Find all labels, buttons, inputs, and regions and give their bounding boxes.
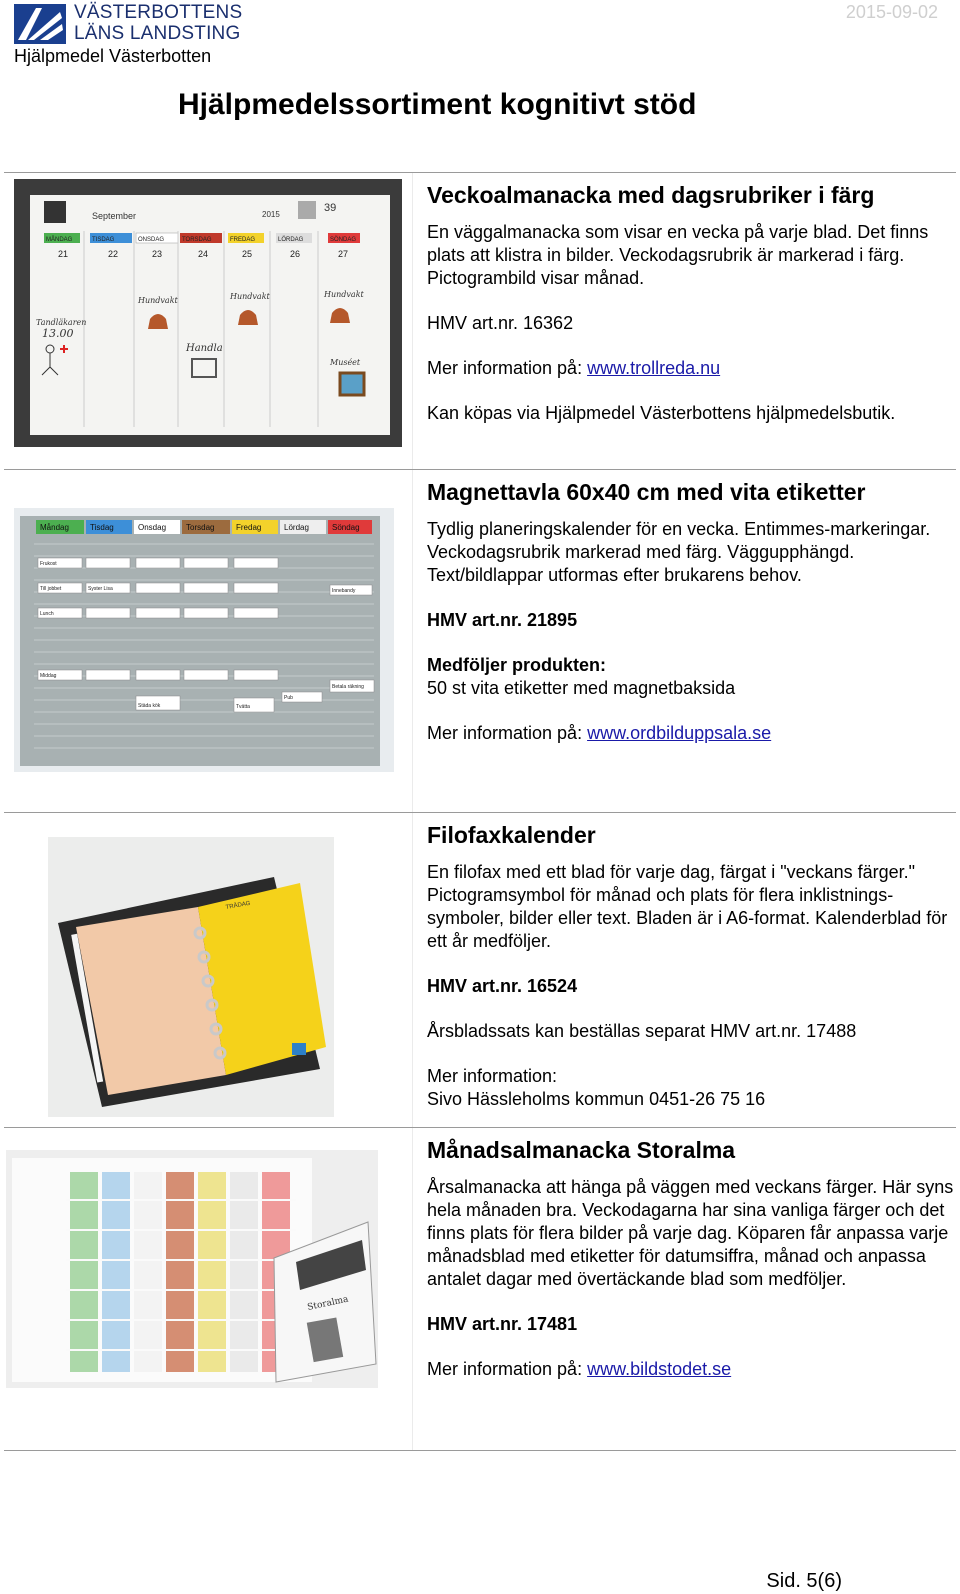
document-date: 2015-09-02: [845, 2, 938, 22]
product-image-cell: [4, 470, 413, 812]
board-label-2: Syster Lisa: [88, 586, 113, 592]
cal-date-1: 22: [108, 249, 119, 259]
product-row: [4, 812, 956, 1127]
cal-day-5: LÖRDAG: [278, 237, 304, 243]
cal-day-3: TORSDAG: [182, 237, 212, 243]
info-prefix: Mer information på:: [427, 723, 588, 743]
filofax-photo: [48, 837, 334, 1117]
info-prefix: Mer information på:: [427, 358, 588, 378]
product-row: [4, 1127, 956, 1451]
storalma-booklet: Storalma: [306, 1294, 350, 1313]
product-title: Månadsalmanacka Storalma: [427, 1137, 736, 1163]
product-image-cell: [4, 1128, 413, 1450]
product-more-info: [427, 1358, 956, 1381]
product-title: Veckoalmanacka med dagsrubriker i färg: [427, 182, 875, 208]
cal-date-3: 24: [198, 249, 209, 259]
cal-week: 39: [324, 202, 337, 214]
info-prefix: Mer information på:: [427, 1359, 588, 1379]
page-header: [14, 4, 946, 66]
magnet-board-photo: [14, 508, 394, 772]
cal-day-2: ONSDAG: [138, 237, 165, 243]
product-included: [427, 654, 956, 700]
board-label-7: Pub: [284, 695, 293, 701]
cal-date-2: 23: [152, 249, 163, 259]
board-label-4: Middag: [40, 673, 57, 679]
product-more-info: [427, 722, 956, 745]
product-description: En filofax med ett blad för varje dag, färgat i "veckans färger." Pictogramsymbol för månad och plats för flera inklistnings-symboler, bilder eller text. Bladen är i A6-format. Kalenderblad för ett år medföljer.: [427, 862, 948, 951]
product-image-cell: [4, 813, 413, 1127]
board-day-0: Måndag: [40, 523, 69, 532]
product-row: [4, 469, 956, 812]
product-more-info: [427, 1065, 956, 1111]
cal-date-4: 25: [242, 249, 253, 259]
filofax-tab: TRÄDAG: [225, 900, 251, 911]
board-label-8: Betala räkning: [332, 684, 364, 690]
org-name-line1: VÄSTERBOTTENS: [74, 2, 243, 23]
product-description: Tydlig planeringskalender för en vecka. Entimmes-markeringar. Veckodagsrubrik markerad med färg. Väggupphängd. Text/bildlappar utformas efter brukarens behov.: [427, 519, 931, 585]
product-art-nr: HMV art.nr. 16524: [427, 976, 578, 996]
board-day-3: Torsdag: [186, 523, 215, 532]
product-art-nr: HMV art.nr. 16362: [427, 313, 574, 333]
board-label-9: Innebandy: [332, 588, 356, 594]
product-description: En väggalmanacka som visar en vecka på varje blad. Det finns plats att klistra in bilder. Veckodagsrubrik är markerad i färg. Pictogrambild visar månad.: [427, 222, 929, 288]
cal-note-4: Hundvakt: [230, 292, 270, 301]
product-text-cell: [413, 470, 956, 812]
landsting-logo-icon: [14, 4, 66, 44]
product-text-cell: [413, 173, 956, 469]
product-separate: Årsbladssats kan beställas separat HMV art.nr. 17488: [427, 1021, 857, 1041]
product-note: Kan köpas via Hjälpmedel Västerbottens hjälpmedelsbutik.: [427, 403, 896, 423]
included-label: Medföljer produkten:: [427, 655, 606, 675]
board-label-3: Lunch: [40, 611, 54, 617]
cal-note-2: Hundvakt: [138, 296, 178, 305]
product-title: Magnettavla 60x40 cm med vita etiketter: [427, 479, 866, 505]
cal-year: 2015: [262, 210, 280, 219]
storalma-photo: [6, 1150, 378, 1388]
board-day-4: Fredag: [236, 523, 262, 532]
board-day-6: Söndag: [332, 523, 360, 532]
product-title: Filofaxkalender: [427, 822, 596, 848]
product-description: Årsalmanacka att hänga på väggen med veckans färger. Här syns hela månaden bra. Veckodagarna har sina vanliga färger och det finns plats för flera bilder på varje dag. Köparen får anpassa varje månadsblad med etiketter för datumsiffra, månad och anpassa antalet dagar med övertäckande blad som medföljer.: [427, 1177, 954, 1289]
org-name-line2: LÄNS LANDSTING: [74, 23, 241, 44]
bildstodet-link[interactable]: www.bildstodet.se: [587, 1359, 732, 1379]
product-art-nr: HMV art.nr. 17481: [427, 1314, 578, 1334]
product-art-nr: HMV art.nr. 21895: [427, 610, 578, 630]
department-name: Hjälpmedel Västerbotten: [14, 46, 212, 66]
page-number: Sid. 5(6): [766, 1570, 842, 1592]
cal-note-5: Hundvakt: [324, 290, 364, 299]
cal-day-6: SÖNDAG: [330, 237, 357, 243]
board-label-5: Städa kök: [138, 703, 161, 709]
product-row: [4, 172, 956, 469]
cal-day-4: FREDAG: [230, 237, 256, 243]
product-text-cell: [413, 1128, 956, 1450]
product-more-info: [427, 357, 956, 380]
info-contact: Sivo Hässleholms kommun 0451-26 75 16: [427, 1089, 766, 1109]
cal-date-0: 21: [58, 249, 69, 259]
cal-day-1: TISDAG: [92, 237, 115, 243]
cal-date-6: 27: [338, 249, 349, 259]
board-label-0: Frukost: [40, 561, 57, 567]
info-label: Mer information:: [427, 1066, 558, 1086]
board-label-1: Till jobbet: [40, 586, 62, 592]
ordbilduppsala-link[interactable]: www.ordbilduppsala.se: [587, 723, 772, 743]
product-image-cell: [4, 173, 413, 469]
cal-note-0: Tandläkaren: [36, 318, 87, 327]
board-label-6: Tvätta: [236, 704, 250, 710]
product-text-cell: [413, 813, 956, 1127]
cal-note-1: 13.00: [42, 327, 74, 340]
board-day-1: Tisdag: [90, 523, 114, 532]
cal-date-5: 26: [290, 249, 301, 259]
trollreda-link[interactable]: www.trollreda.nu: [587, 358, 721, 378]
product-table: [4, 172, 956, 1451]
included-text: 50 st vita etiketter med magnetbaksida: [427, 678, 736, 698]
board-day-2: Onsdag: [138, 523, 167, 532]
cal-day-0: MÅNDAG: [46, 237, 73, 243]
page-title: Hjälpmedelssortiment kognitivt stöd: [178, 88, 697, 121]
weekly-calendar-photo: [14, 179, 402, 447]
cal-note-3: Handla: [186, 343, 223, 354]
cal-note-6: Muséet: [330, 358, 361, 367]
cal-month: September: [92, 211, 137, 221]
board-day-5: Lördag: [284, 523, 309, 532]
